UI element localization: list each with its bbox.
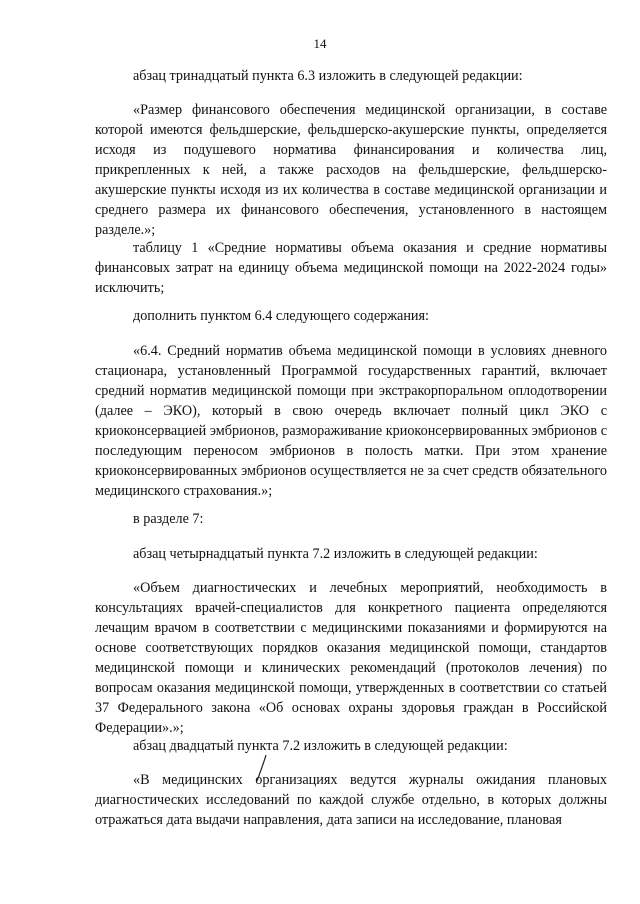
paragraph-3: таблицу 1 «Средние нормативы объема оказания и средние нормативы финансовых затрат на единицу объема медицинской помощи на 2022-2024 годы» исключить;: [95, 240, 607, 296]
paragraph-7: абзац четырнадцатый пункта 7.2 изложить в следующей редакции:: [133, 546, 538, 562]
paragraph-1: абзац тринадцатый пункта 6.3 изложить в следующей редакции:: [133, 68, 523, 84]
pen-stroke-mark: [254, 754, 268, 782]
paragraph-5: «6.4. Средний норматив объема медицинской помощи в условиях дневного стационара, установленный Программой государственных гарантий, включает средний норматив медицинской помощи при экстракорпоральном оплодотворении (далее – ЭКО), который в свою очередь включает полный цикл ЭКО с криоконсервацией эмбрионов, размораживание криоконсервированных эмбрионов с последующим переносом эмбрионов в полость матки. При этом хранение криоконсервированных эмбрионов осуществляется не за счет средств обязательного медицинского страхования.»;: [95, 343, 607, 499]
paragraph-4: дополнить пунктом 6.4 следующего содержания:: [133, 308, 429, 324]
paragraph-8: «Объем диагностических и лечебных мероприятий, необходимость в консультациях врачей-специалистов для конкретного пациента определяются лечащим врачом в соответствии с медицинскими показаниями и формируются на основе соответствующих порядков оказания медицинской помощи, стандартов медицинской помощи и клинических рекомендаций (протоколов лечения) по вопросам оказания медицинской помощи, утвержденных в соответствии со статьей 37 Федерального закона «Об основах охраны здоровья граждан в Российской Федерации».»;: [95, 580, 607, 736]
paragraph-10: «В медицинских организациях ведутся журналы ожидания плановых диагностических исследований по каждой службе отдельно, в которых должны отражаться дата выдачи направления, дата записи на исследование, плановая: [95, 772, 607, 828]
paragraph-9: абзац двадцатый пункта 7.2 изложить в следующей редакции:: [133, 738, 508, 754]
paragraph-6: в разделе 7:: [133, 511, 204, 527]
paragraph-2: «Размер финансового обеспечения медицинской организации, в составе которой имеются фельдшерские, фельдшерско-акушерские пункты, определяется исходя из подушевого норматива финансирования и количества лиц, прикрепленных к ней, а также расходов на фельдшерские, фельдшерско-акушерские пункты исходя из их количества в составе медицинской организации и среднего размера их финансового обеспечения, установленного в настоящем разделе.»;: [95, 102, 607, 238]
page-number: 14: [313, 36, 327, 51]
